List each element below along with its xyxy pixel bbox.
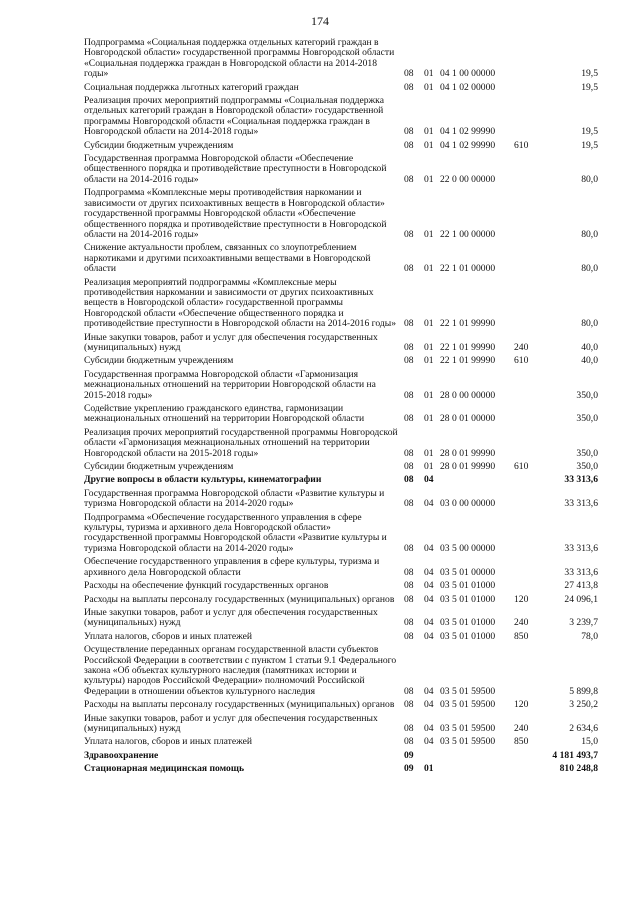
row-target-code: [440, 764, 514, 777]
row-amount: 5 899,8: [569, 685, 598, 697]
row-subsection: 01: [424, 126, 434, 138]
table-row: [84, 645, 598, 700]
row-amount: 350,0: [576, 389, 598, 401]
row-amount: 80,0: [581, 318, 598, 330]
row-subsection: 04: [424, 580, 434, 592]
row-expense-type: 120: [514, 593, 529, 605]
table-row: [84, 278, 598, 333]
table-row: [84, 737, 598, 750]
row-expense-type: [514, 38, 540, 83]
row-subsection: 01: [424, 389, 434, 401]
row-expense-type: 850: [514, 630, 529, 642]
row-expense-type: [514, 96, 540, 141]
row-target-code: 04 1 02 99990: [440, 126, 496, 138]
row-name: Социальная поддержка льготных категорий граждан: [84, 81, 299, 93]
row-target-code: 22 1 01 99990: [440, 355, 496, 367]
table-row: [84, 188, 598, 243]
table-row: [84, 428, 598, 462]
row-expense-type: 120: [514, 699, 529, 711]
row-subsection: 01: [424, 263, 434, 275]
row-subsection: 04: [424, 699, 434, 711]
table-row: [84, 751, 598, 764]
row-subsection: 01: [424, 413, 434, 425]
row-expense-type: [514, 404, 540, 428]
row-subsection: 04: [424, 593, 434, 605]
row-subsection: 01: [424, 173, 434, 185]
table-row: [84, 557, 598, 581]
row-section: 08: [404, 722, 414, 734]
table-row: [84, 595, 598, 608]
row-expense-type: [514, 581, 540, 594]
row-section: 08: [404, 139, 414, 151]
row-subsection: 04: [424, 736, 434, 748]
row-target-code: 28 0 00 00000: [440, 389, 496, 401]
row-expense-type: 850: [514, 736, 529, 748]
row-amount: 15,0: [581, 736, 598, 748]
row-section: 08: [404, 617, 414, 629]
row-amount: 3 250,2: [569, 699, 598, 711]
row-section: 08: [404, 318, 414, 330]
row-name: Субсидии бюджетным учреждениям: [84, 355, 234, 367]
row-expense-type: [514, 154, 540, 188]
row-amount: 3 239,7: [569, 617, 598, 629]
row-name: Реализация прочих мероприятий государственной программы Новгородской области «Гармонизация межнациональных отношений на территории Новгородской области на 2015-2018 годы»: [84, 426, 398, 459]
row-amount: 33 313,6: [564, 542, 598, 554]
table-row: [84, 356, 598, 369]
row-section: 09: [404, 763, 414, 775]
row-amount: 80,0: [581, 228, 598, 240]
table-row: [84, 154, 598, 188]
row-name: Другие вопросы в области культуры, кинематографии: [84, 474, 322, 486]
row-name: Подпрограмма «Обеспечение государственного управления в сфере культуры, туризма и архивного дела Новгородской области» государственной программы Новгородской области «Развитие культуры и туризма Новгородской области на 2014-2020 годы»: [84, 511, 387, 554]
row-target-code: 04 1 02 00000: [440, 81, 496, 93]
table-row: [84, 714, 598, 738]
row-subsection: 04: [424, 566, 434, 578]
row-target-code: 03 5 01 01000: [440, 630, 496, 642]
row-subsection: 01: [424, 341, 434, 353]
table-row: [84, 608, 598, 632]
row-amount: 350,0: [576, 461, 598, 473]
row-section: 08: [404, 498, 414, 510]
row-expense-type: [514, 764, 540, 777]
table-row: [84, 370, 598, 404]
table-row: [84, 243, 598, 277]
row-section: 08: [404, 593, 414, 605]
row-name: Иные закупки товаров, работ и услуг для обеспечения государственных (муниципальных) нужд: [84, 331, 378, 353]
row-subsection: 04: [424, 474, 434, 486]
row-target-code: 03 5 00 00000: [440, 542, 496, 554]
row-section: 08: [404, 68, 414, 80]
row-target-code: 03 5 01 59500: [440, 736, 496, 748]
row-section: 08: [404, 389, 414, 401]
row-target-code: [440, 751, 514, 764]
row-subsection: 01: [424, 228, 434, 240]
row-name: Субсидии бюджетным учреждениям: [84, 139, 234, 151]
row-subsection: [424, 751, 440, 764]
row-subsection: 01: [424, 763, 434, 775]
row-amount: 810 248,8: [559, 763, 598, 775]
table-row: [84, 462, 598, 475]
row-target-code: 22 1 01 99990: [440, 318, 496, 330]
table-row: [84, 764, 598, 777]
row-expense-type: [514, 188, 540, 243]
table-row: [84, 38, 598, 83]
row-name: Содействие укреплению гражданского единства, гармонизации межнациональных отношений на территории Новгородской области: [84, 403, 365, 425]
row-amount: 4 181 493,7: [552, 749, 598, 761]
row-expense-type: [514, 513, 540, 558]
row-amount: 33 313,6: [564, 566, 598, 578]
table-row: [84, 513, 598, 558]
row-section: 08: [404, 413, 414, 425]
table-row: [84, 475, 598, 488]
table-row: [84, 700, 598, 713]
row-subsection: 04: [424, 542, 434, 554]
row-name: Уплата налогов, сборов и иных платежей: [84, 630, 253, 642]
row-name: Осуществление переданных органам государственной власти субъектов Российской Федерации в соответствии с пунктом 1 статьи 9.1 Федерального закона «Об объектах культурного наследия (памятниках истории и культуры) народов Российской Федерации» полномочий Российской Федерации в отношении объектов культурного наследия: [84, 644, 397, 697]
page-number: 174: [311, 14, 329, 28]
table-row: [84, 96, 598, 141]
row-name: Реализация прочих мероприятий подпрограммы «Социальная поддержка отдельных категорий граждан в Новгородской области» государственной программы Новгородской области «Социальная поддержка граждан в Новгородской области на 2014-2018 годы»: [84, 95, 384, 138]
row-name: Расходы на выплаты персоналу государственных (муниципальных) органов: [84, 699, 395, 711]
table-row: [84, 83, 598, 96]
row-subsection: 04: [424, 498, 434, 510]
row-amount: 350,0: [576, 447, 598, 459]
row-expense-type: 610: [514, 461, 529, 473]
row-expense-type: [514, 751, 540, 764]
row-expense-type: 240: [514, 617, 529, 629]
row-section: 09: [404, 749, 414, 761]
row-target-code: 03 5 01 00000: [440, 566, 496, 578]
row-target-code: [440, 475, 514, 488]
row-target-code: 03 5 01 01000: [440, 580, 496, 592]
row-section: 08: [404, 341, 414, 353]
row-expense-type: [514, 83, 540, 96]
row-amount: 80,0: [581, 173, 598, 185]
table-row: [84, 632, 598, 645]
row-expense-type: [514, 370, 540, 404]
row-subsection: 01: [424, 461, 434, 473]
row-expense-type: [514, 475, 540, 488]
row-section: 08: [404, 173, 414, 185]
row-subsection: 01: [424, 355, 434, 367]
row-subsection: 01: [424, 318, 434, 330]
row-section: 08: [404, 566, 414, 578]
table-row: [84, 581, 598, 594]
row-target-code: 22 1 00 00000: [440, 228, 496, 240]
row-name: Подпрограмма «Комплексные меры противодействия наркомании и зависимости от других психоактивных веществ в Новгородской области» государственной программы Новгородской области «Обеспечение общественного порядка и противодействие преступности в Новгородской области на 2014-2016 годы»: [84, 187, 387, 240]
row-section: 08: [404, 736, 414, 748]
row-target-code: 28 0 01 99990: [440, 461, 496, 473]
row-section: 08: [404, 699, 414, 711]
row-target-code: 28 0 01 00000: [440, 413, 496, 425]
row-name: Уплата налогов, сборов и иных платежей: [84, 736, 253, 748]
row-section: 08: [404, 461, 414, 473]
row-target-code: 03 5 01 59500: [440, 699, 496, 711]
row-amount: 19,5: [581, 68, 598, 80]
row-section: 08: [404, 228, 414, 240]
row-expense-type: 240: [514, 341, 529, 353]
table-row: [84, 333, 598, 357]
row-amount: 40,0: [581, 341, 598, 353]
row-subsection: 01: [424, 81, 434, 93]
row-expense-type: [514, 645, 540, 700]
row-target-code: 22 0 00 00000: [440, 173, 496, 185]
row-section: 08: [404, 81, 414, 93]
row-name: Государственная программа Новгородской области «Обеспечение общественного порядка и противодействие преступности в Новгородской области на 2014-2016 годы»: [84, 153, 387, 185]
row-section: 08: [404, 126, 414, 138]
row-amount: 27 413,8: [564, 580, 598, 592]
row-subsection: 04: [424, 722, 434, 734]
row-amount: 19,5: [581, 126, 598, 138]
row-target-code: 04 1 02 99990: [440, 139, 496, 151]
row-name: Расходы на обеспечение функций государственных органов: [84, 580, 329, 592]
row-amount: 350,0: [576, 413, 598, 425]
row-amount: 19,5: [581, 81, 598, 93]
row-name: Иные закупки товаров, работ и услуг для обеспечения государственных (муниципальных) нужд: [84, 606, 378, 629]
row-section: 08: [404, 474, 414, 486]
row-section: 08: [404, 263, 414, 275]
row-name: Реализация мероприятий подпрограммы «Комплексные меры противодействия наркомании и зависимости от других психоактивных веществ в Новгородской области» государственной программы Новгородской области «Обеспечение общественного порядка и противодействие преступности в Новгородской области на 2014-2016 годы»: [84, 276, 396, 330]
row-section: 08: [404, 542, 414, 554]
row-target-code: 22 1 01 00000: [440, 263, 496, 275]
row-name: Субсидии бюджетным учреждениям: [84, 461, 234, 473]
row-name: Иные закупки товаров, работ и услуг для обеспечения государственных (муниципальных) нужд: [84, 712, 378, 734]
row-amount: 80,0: [581, 263, 598, 275]
row-target-code: 03 5 01 59500: [440, 685, 496, 697]
row-amount: 2 634,6: [569, 722, 598, 734]
row-name: Обеспечение государственного управления в сфере культуры, туризма и архивного дела Новгородской области: [84, 556, 380, 578]
row-subsection: 04: [424, 630, 434, 642]
row-amount: 78,0: [581, 630, 598, 642]
row-amount: 33 313,6: [564, 474, 598, 486]
row-section: 08: [404, 447, 414, 459]
row-subsection: 04: [424, 685, 434, 697]
row-name: Расходы на выплаты персоналу государственных (муниципальных) органов: [84, 593, 395, 605]
row-target-code: 22 1 01 99990: [440, 341, 496, 353]
table-row: [84, 141, 598, 154]
row-expense-type: [514, 489, 540, 513]
row-name: Государственная программа Новгородской области «Гармонизация межнациональных отношений на территории Новгородской области на 2015-2018 годы»: [84, 368, 376, 401]
row-expense-type: [514, 278, 540, 333]
row-target-code: 03 5 01 01000: [440, 593, 496, 605]
row-expense-type: 610: [514, 139, 529, 151]
row-subsection: 01: [424, 68, 434, 80]
row-expense-type: 610: [514, 355, 529, 367]
table-row: [84, 404, 598, 428]
row-name: Подпрограмма «Социальная поддержка отдельных категорий граждан в Новгородской области» государственной программы Новгородской области «Социальная поддержка граждан в Новгородской области на 2014-2018 годы»: [84, 37, 395, 80]
row-amount: 19,5: [581, 139, 598, 151]
budget-table: [84, 38, 598, 778]
row-subsection: 01: [424, 447, 434, 459]
budget-rows: [84, 38, 598, 778]
row-expense-type: [514, 557, 540, 581]
table-row: [84, 489, 598, 513]
row-section: 08: [404, 630, 414, 642]
row-name: Государственная программа Новгородской области «Развитие культуры и туризма Новгородской области на 2014-2020 годы»: [84, 487, 385, 510]
row-amount: 24 096,1: [564, 593, 598, 605]
row-section: 08: [404, 580, 414, 592]
row-name: Снижение актуальности проблем, связанных со злоупотреблением наркотиками и другими психоактивными веществами в Новгородской области: [84, 242, 371, 275]
row-target-code: 03 5 01 59500: [440, 722, 496, 734]
row-expense-type: [514, 428, 540, 462]
row-section: 08: [404, 355, 414, 367]
row-amount: 40,0: [581, 355, 598, 367]
row-subsection: 01: [424, 139, 434, 151]
row-name: Здравоохранение: [84, 749, 159, 761]
row-subsection: 04: [424, 617, 434, 629]
row-expense-type: 240: [514, 722, 529, 734]
row-target-code: 28 0 01 99990: [440, 447, 496, 459]
row-expense-type: [514, 243, 540, 277]
row-target-code: 04 1 00 00000: [440, 68, 496, 80]
row-section: 08: [404, 685, 414, 697]
row-target-code: 03 0 00 00000: [440, 498, 496, 510]
row-amount: 33 313,6: [564, 498, 598, 510]
row-name: Стационарная медицинская помощь: [84, 763, 245, 775]
row-target-code: 03 5 01 01000: [440, 617, 496, 629]
